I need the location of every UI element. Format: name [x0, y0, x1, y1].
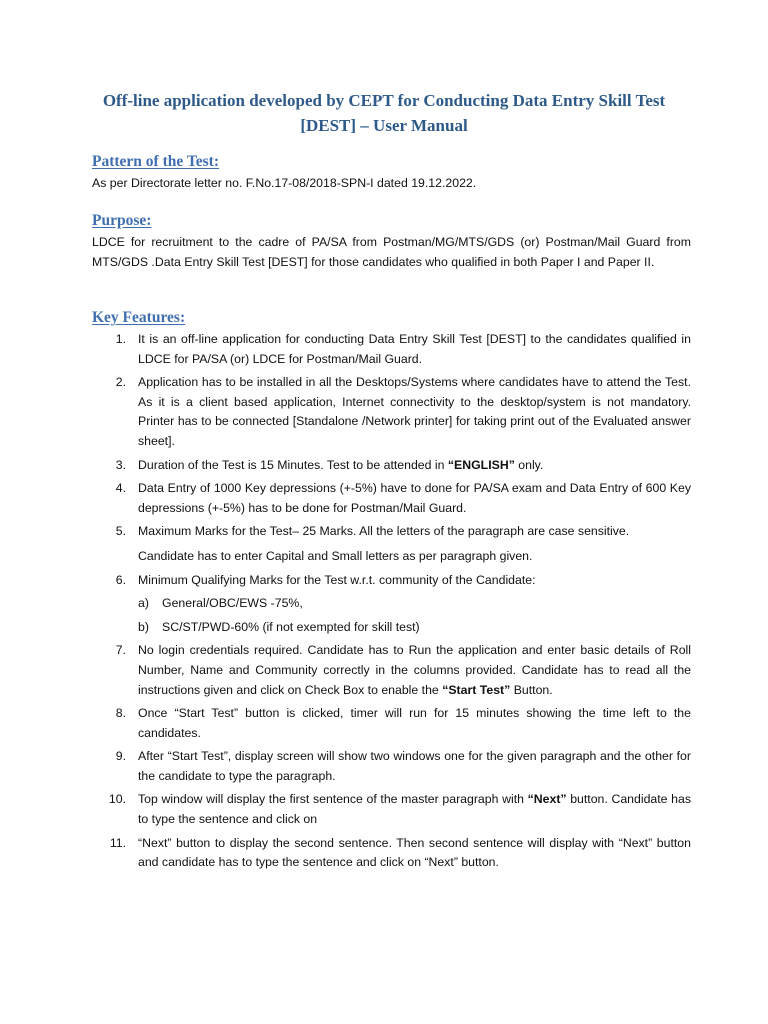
feature-item-10 — [92, 790, 691, 829]
feature-emphasis: “Next” — [527, 792, 567, 807]
sub-item-text: SC/ST/PWD-60% (if not exempted for skill test) — [162, 619, 420, 634]
feature-text: No login credentials required. Candidate has to Run the application and enter basic details of Roll Number, Name and Community correctly in the columns provided. Candidate has to read all the instructions given and click on Check Box to enable the — [138, 643, 691, 697]
feature-item-4 — [92, 479, 691, 518]
feature-text: “Next” button to display the second sentence. Then second sentence will display with “Next” button and candidate has to type the sentence and click on “Next” button. — [138, 835, 691, 870]
feature-item-8 — [92, 704, 691, 743]
feature-item-11 — [92, 834, 691, 873]
document-title: Off-line application developed by CEPT for Conducting Data Entry Skill Test [DEST] – User Manual — [102, 91, 666, 135]
sub-item — [138, 594, 691, 614]
feature-text: After “Start Test”, display screen will show two windows one for the given paragraph and the other for the candidate to type the paragraph. — [138, 749, 691, 783]
feature-text-end: button. Candidate has to type the sentence and click on — [138, 792, 691, 827]
feature-number: 8. — [115, 706, 126, 721]
qualifying-marks-list — [138, 594, 691, 637]
feature-text: Data Entry of 1000 Key depressions (+-5%) have to done for PA/SA exam and Data Entry of 600 Key depressions (+-5%) has to be done for Postman/Mail Guard. — [138, 481, 691, 515]
feature-number: 4. — [115, 481, 126, 496]
sub-item-label: a) — [138, 596, 149, 611]
feature-item-1 — [92, 330, 691, 369]
pattern-text: As per Directorate letter no. F.No.17-08/2018-SPN-I dated 19.12.2022. — [92, 176, 477, 190]
feature-item-3 — [92, 456, 691, 476]
feature-text-end: only. — [514, 457, 544, 472]
feature-number: 5. — [115, 524, 126, 539]
feature-text-end: Button. — [510, 682, 553, 697]
key-features-list — [92, 330, 691, 877]
feature-text: It is an off-line application for conducting Data Entry Skill Test [DEST] to the candidates qualified in LDCE for PA/SA (or) LDCE for Postman/Mail Guard. — [138, 332, 691, 366]
feature-text: Maximum Marks for the Test– 25 Marks. All the letters of the paragraph are case sensitive. — [138, 524, 630, 539]
feature-number: 11. — [109, 835, 126, 850]
feature-text: Minimum Qualifying Marks for the Test w.r.t. community of the Candidate: — [138, 572, 536, 587]
feature-text: Duration of the Test is 15 Minutes. Test to be attended in — [138, 457, 448, 472]
sub-item-text: General/OBC/EWS -75%, — [162, 596, 303, 611]
feature-text: Application has to be installed in all the Desktops/Systems where candidates have to attend the Test. As it is a client based application, Internet connectivity to the desktop/system is not mandatory. Printer has to be connected [Standalone /Network printer] for taking print out of the Evaluated answer sheet]. — [138, 375, 691, 448]
feature-number: 1. — [115, 332, 126, 346]
feature-emphasis: “ENGLISH” — [447, 457, 515, 472]
sub-item-label: b) — [138, 619, 149, 634]
feature-item-9 — [92, 747, 691, 786]
pattern-heading: Pattern of the Test: — [92, 153, 219, 170]
feature-item-2 — [92, 373, 691, 451]
feature-text: Top window will display the first sentence of the master paragraph with — [138, 792, 528, 807]
feature-number: 7. — [115, 643, 126, 658]
purpose-heading: Purpose: — [92, 212, 152, 229]
feature-item-6 — [92, 571, 691, 638]
feature-emphasis: “Start Test” — [442, 682, 511, 697]
feature-note: Candidate has to enter Capital and Small letters as per paragraph given. — [138, 548, 533, 563]
purpose-text: LDCE for recruitment to the cadre of PA/SA from Postman/MG/MTS/GDS (or) Postman/Mail Guard from MTS/GDS .Data Entry Skill Test [DEST] for those candidates who qualified in both Paper I and Paper II. — [92, 235, 691, 269]
feature-item-7 — [92, 641, 691, 700]
feature-text: Once “Start Test” button is clicked, timer will run for 15 minutes showing the time left to the candidates. — [138, 706, 691, 740]
key-features-heading: Key Features: — [92, 309, 186, 326]
feature-number: 9. — [115, 749, 126, 764]
feature-item-5 — [92, 522, 691, 566]
feature-number: 3. — [115, 457, 126, 472]
feature-number: 2. — [115, 375, 126, 390]
sub-item — [138, 618, 691, 638]
feature-number: 10. — [108, 792, 126, 807]
feature-number: 6. — [115, 572, 126, 587]
